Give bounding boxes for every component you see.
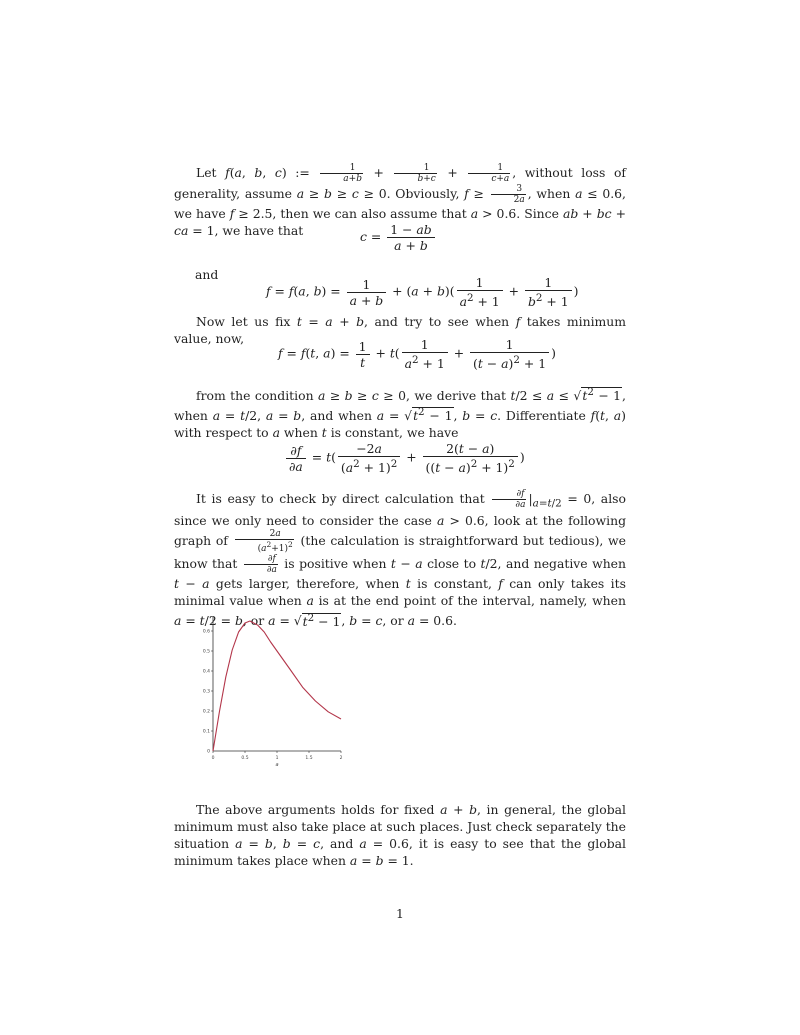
x-tick-label: 1.5	[305, 756, 313, 761]
series-line	[213, 621, 341, 751]
y-tick-label: 0.1	[202, 729, 210, 735]
y-tick-label: 0.4	[202, 669, 210, 675]
equation-f-ta: f = f(t, a) = $\frac{1}{t}$ + t( $\frac{1}{a^2 + 1}$ + $\frac{1}{(t - a)^2 + 1}$ )	[278, 337, 556, 372]
y-tick-label: 0.5	[202, 649, 210, 655]
chart-series	[213, 621, 341, 751]
equation-c: c = $\frac{1 - ab}{a + b}$	[360, 222, 437, 253]
x-tick-label: 0	[211, 756, 215, 761]
x-axis-label: a	[275, 762, 279, 768]
y-tick-label: 0	[207, 749, 210, 755]
x-tick-label: 2	[339, 756, 343, 761]
y-tick-label: 0.6	[202, 629, 210, 635]
x-tick-label: 1	[275, 756, 279, 761]
page-number: 1	[396, 906, 404, 921]
paragraph-condition: from the condition a ≥ b ≥ c ≥ 0, we derive that $t/2 \le a \le √t^2 - 1$, when a = t/2, a = b, and when $a = √t^2 - 1$, b = c. Differentiate f(t, a) with respect to a when t is constant, we have	[174, 386, 627, 441]
chart-axes	[213, 617, 341, 751]
x-tick-label: 0.5	[241, 756, 249, 761]
paragraph-intro: Let f(a, b, c) := $\frac{1}{a+b}$ + $\frac{1}{b+c}$ + $\frac{1}{c+a}$ , without loss of generality, assume a ≥ b ≥ c ≥ 0. Obviously, f ≥ $\frac{3}{2a}$ , when a ≤ 0.6, we have f ≥ 2.5, then we can also assume that a > 0.6. Since ab + bc + ca = 1, we have that	[174, 163, 627, 238]
y-tick-label: 0.2	[202, 709, 210, 715]
equation-derivative: $\frac{\partial f}{\partial a}$ = t( $\frac{-2a}{(a^2 + 1)^2}$ + $\frac{2(t - a)}{((t - a)^2 + 1)^2}$ )	[284, 441, 525, 475]
paragraph-fix-t: Now let us fix t = a + b, and try to see when f takes minimum value, now,	[174, 314, 627, 346]
and-label: and	[195, 267, 219, 282]
equation-f-ab: f = f(a, b) = $\frac{1}{a + b}$ + (a + b)( $\frac{1}{a^2 + 1}$ + $\frac{1}{b^2 + 1}$ )	[266, 275, 579, 310]
function-graph	[198, 617, 350, 769]
y-tick-label: 0.3	[202, 689, 210, 695]
paragraph-analysis: It is easy to check by direct calculation that $\frac{\partial f}{\partial a}$ $|_{a=t/2} = 0$, also since we only need to consider the case a > 0.6, look at the following graph of $\frac{2a}{(a^2+1)^2}$ (the calculation is straightforward but tedious), we know that $\frac{\partial f}{\partial a}$ is positive when t − a close to t/2, and negative when t − a gets larger, therefore, when t is constant, f can only takes its minimal value when a is at the end point of the interval, namely, when a = t/2 = b, or $a = √t^2 - 1$, b = c, or a = 0.6.	[174, 489, 626, 629]
paragraph-conclusion: The above arguments holds for fixed a + b, in general, the global minimum must also take place at such places. Just check separately the situation a = b, b = c, and a = 0.6, it is easy to see that the global minimum takes place when a = b = 1.	[174, 802, 627, 868]
chart-ticks	[203, 629, 343, 769]
